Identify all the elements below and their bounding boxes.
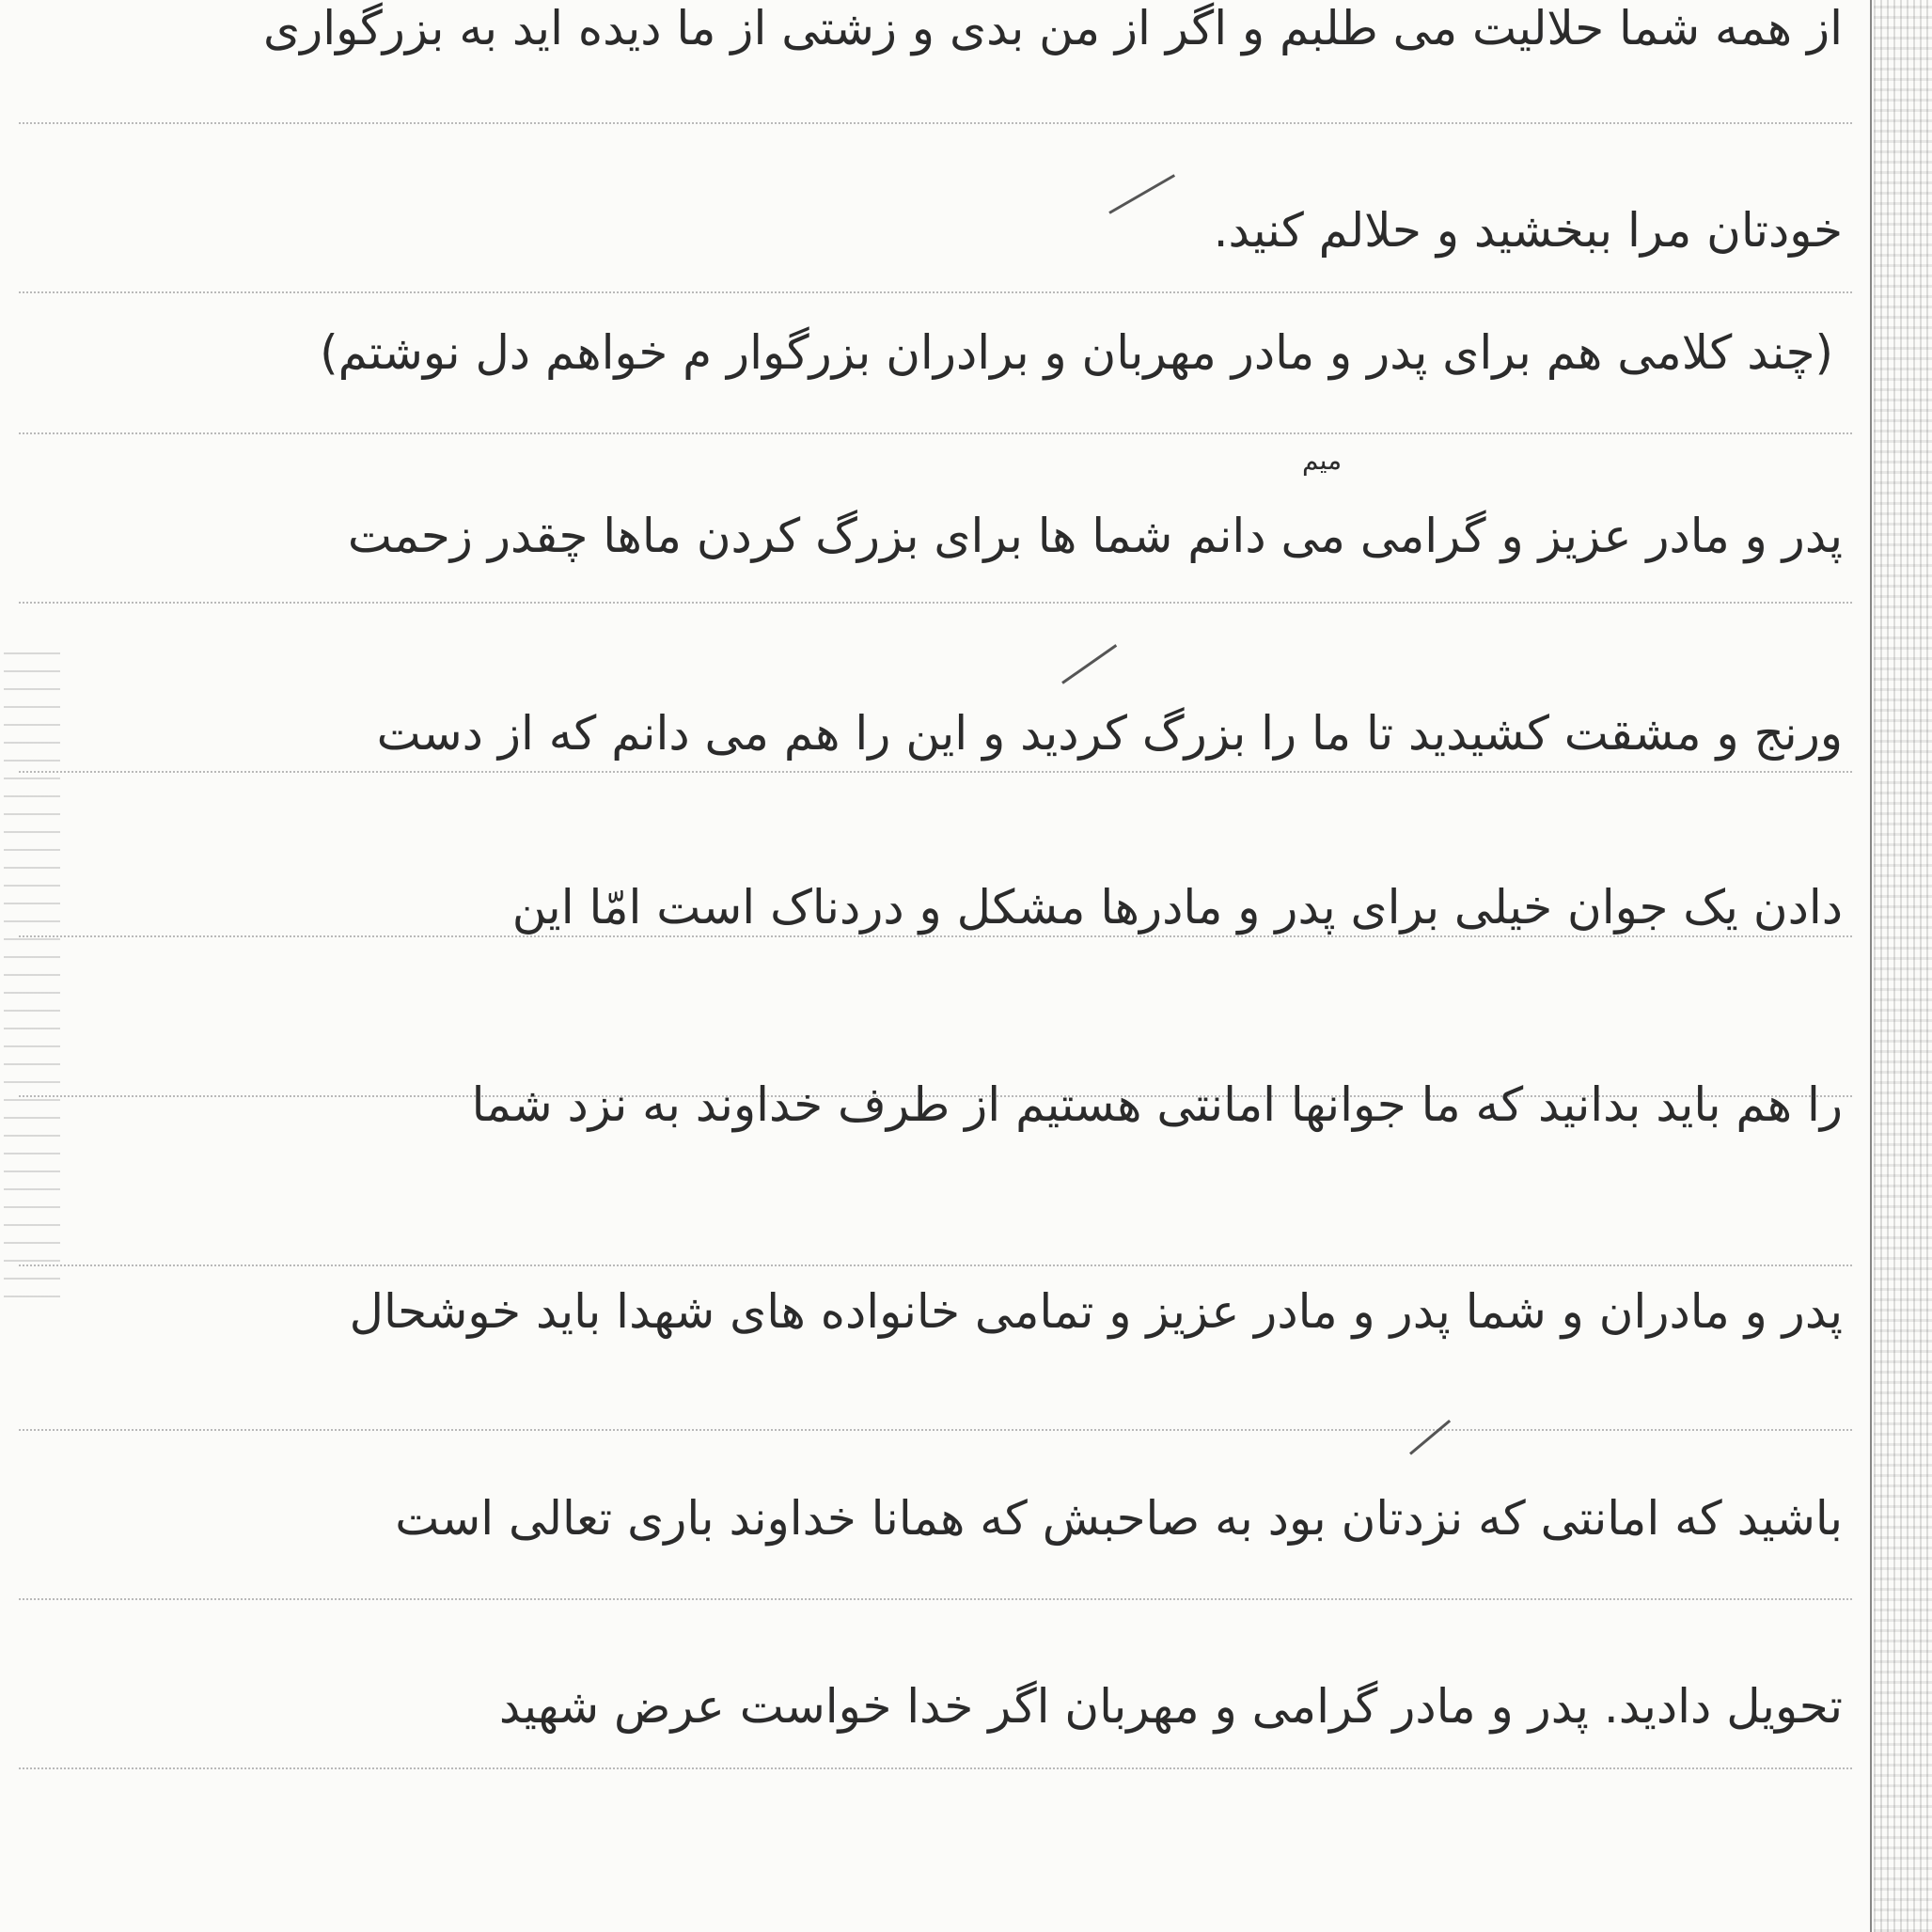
- text-line-10: تحویل دادید. پدر و مادر گرامی و مهربان اگر خدا خواست عرض شهید: [498, 1679, 1843, 1734]
- text-line-4: پدر و مادر عزیز و گرامی می دانم شما ها برای بزرگ کردن ماها چقدر زحمت: [347, 509, 1843, 563]
- handwritten-text-block: [94, 0, 1843, 1932]
- text-line-6: دادن یک جوان خیلی برای پدر و مادرها مشکل و دردناک است امّا این: [511, 880, 1843, 935]
- text-line-3: (چند کلامی هم برای پدر و مادر مهربان و برادران بزرگوار م خواهم دل نوشتم): [320, 325, 1833, 380]
- text-line-1: از همه شما حلالیت می طلبم و اگر از من بدی و زشتی از ما دیده اید به بزرگواری: [262, 1, 1843, 55]
- text-line-8: پدر و مادران و شما پدر و مادر عزیز و تمامی خانواده های شهدا باید خوشحال: [349, 1284, 1843, 1339]
- margin-marks: [4, 639, 60, 1297]
- page-edge-line: [1870, 0, 1872, 1932]
- text-line-5: ورنج و مشقت کشیدید تا ما را بزرگ کردید و این را هم می دانم که از دست: [376, 706, 1843, 761]
- photocopy-edge-noise: [1874, 0, 1932, 1932]
- text-line-9: باشید که امانتی که نزدتان بود به صاحبش که همانا خداوند باری تعالی است: [395, 1491, 1843, 1546]
- text-line-7: را هم باید بدانید که ما جوانها امانتی هستیم از طرف خداوند به نزد شما: [471, 1077, 1843, 1132]
- text-line-2: خودتان مرا ببخشید و حلالم کنید.: [1213, 203, 1843, 258]
- interlinear-note: میم: [1302, 445, 1343, 476]
